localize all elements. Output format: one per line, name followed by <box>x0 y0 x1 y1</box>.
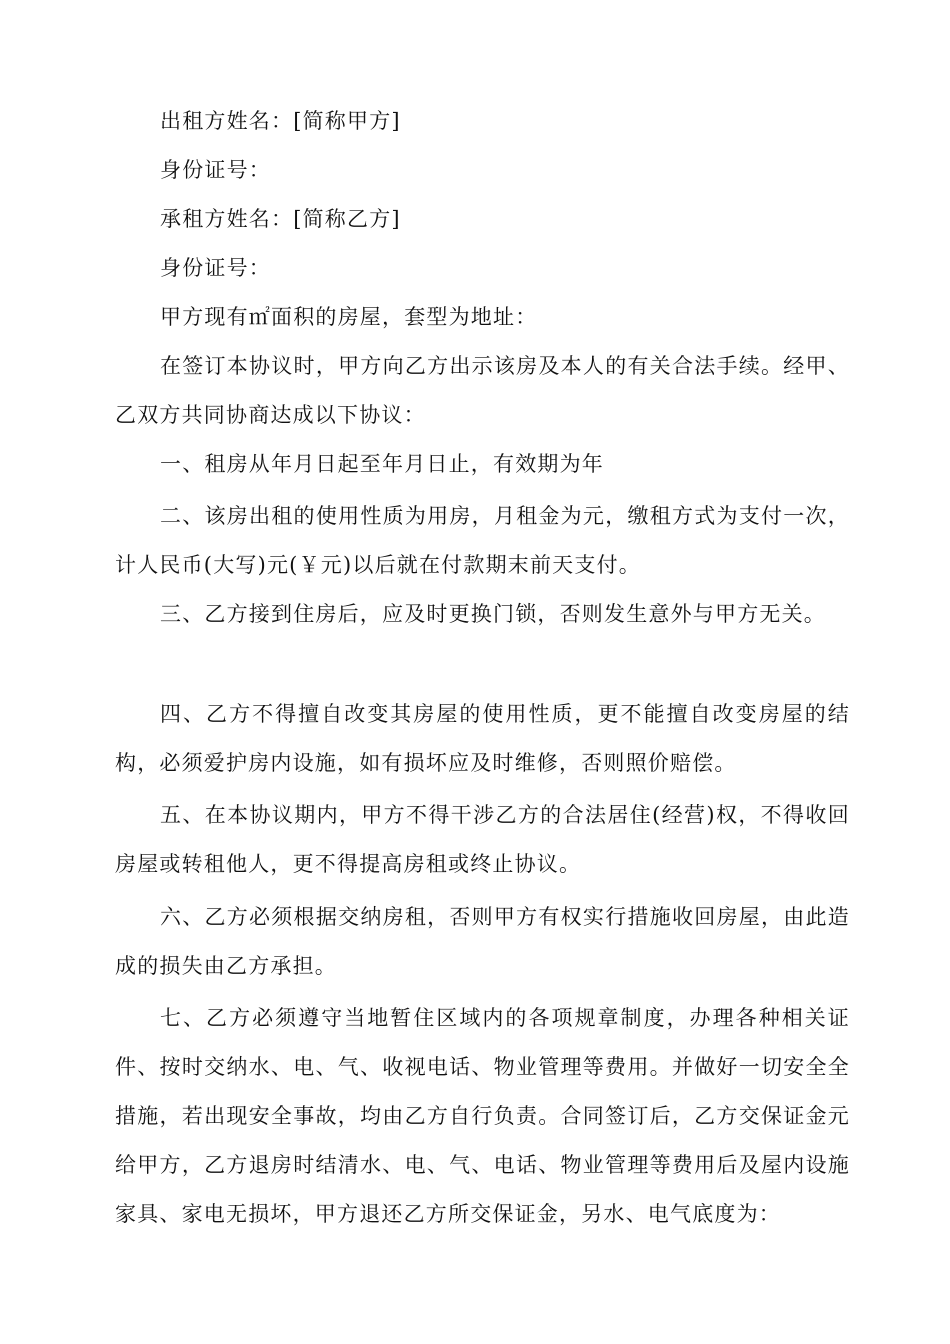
clause-6: 六、乙方必须根据交纳房租，否则甲方有权实行措施收回房屋，由此造成的损失由乙方承担。 <box>115 905 850 978</box>
clause-7: 七、乙方必须遵守当地暂住区域内的各项规章制度，办理各种相关证件、按时交纳水、电、气、收视电话、物业管理等费用。并做好一切安全全措施，若出现安全事故，均由乙方自行负责。合同签订后，乙方交保证金元给甲方，乙方退房时结清水、电、气、电话、物业管理等费用后及屋内设施家具、家电无损坏，甲方退还乙方所交保证金，另水、电气底度为： <box>115 1006 850 1226</box>
lessor-id-line: 身份证号： <box>160 158 271 182</box>
clause-3: 三、乙方接到住房后，应及时更换门锁，否则发生意外与甲方无关。 <box>160 602 826 626</box>
property-description: 甲方现有㎡面积的房屋，套型为地址： <box>160 305 538 329</box>
clause-2: 二、该房出租的使用性质为用房，月租金为元，缴租方式为支付一次，计人民币(大写)元(￥元)以后就在付款期末前天支付。 <box>115 504 850 577</box>
lessee-id-line: 身份证号： <box>160 256 271 280</box>
agreement-preamble: 在签订本协议时，甲方向乙方出示该房及本人的有关合法手续。经甲、乙双方共同协商达成以下协议： <box>115 354 850 427</box>
lessee-name-line: 承租方姓名：[简称乙方] <box>160 207 401 231</box>
clause-4: 四、乙方不得擅自改变其房屋的使用性质，更不能擅自改变房屋的结构，必须爱护房内设施，如有损坏应及时维修，否则照价赔偿。 <box>115 702 850 775</box>
lessor-name-line: 出租方姓名：[简称甲方] <box>160 109 401 133</box>
clause-1: 一、租房从年月日起至年月日止，有效期为年 <box>160 452 604 476</box>
clause-5: 五、在本协议期内，甲方不得干涉乙方的合法居住(经营)权，不得收回房屋或转租他人，更不得提高房租或终止协议。 <box>115 803 850 876</box>
